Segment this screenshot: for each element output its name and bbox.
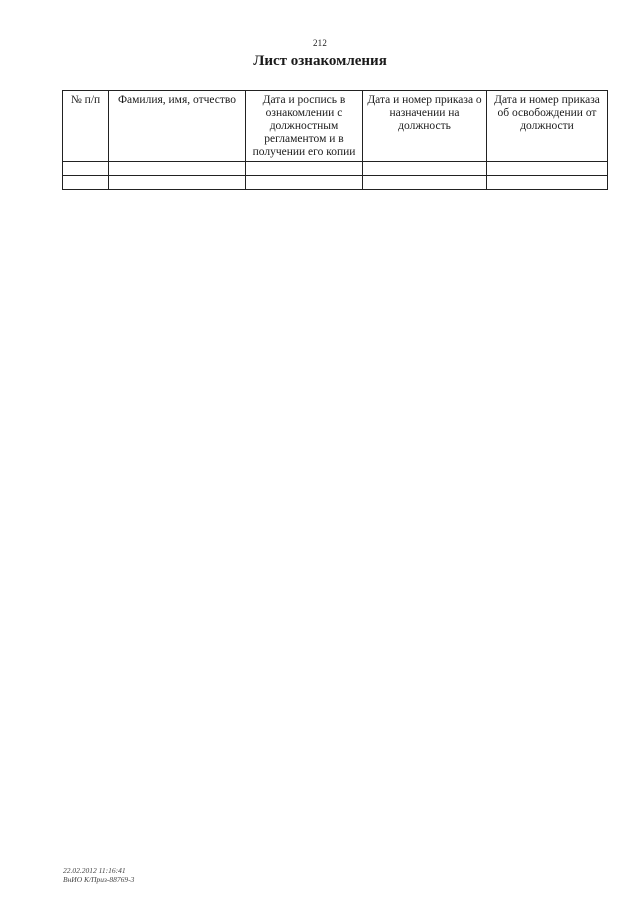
table-cell [487, 176, 608, 190]
table-row [63, 176, 608, 190]
table-cell [363, 176, 487, 190]
table-cell [109, 176, 246, 190]
footer-document-code: ВнИО К/Приз-88769-3 [63, 875, 135, 884]
column-header-number: № п/п [63, 91, 109, 162]
table-cell [109, 162, 246, 176]
table-header-row [63, 91, 608, 162]
table-cell [363, 162, 487, 176]
table-cell [246, 176, 363, 190]
document-title: Лист ознакомления [253, 53, 387, 69]
page-number: 212 [312, 38, 328, 48]
footer-stamp [63, 866, 134, 884]
column-header-dismissal-order: Дата и номер приказа об освобождении от должности [487, 91, 608, 162]
table-cell [63, 162, 109, 176]
table-cell [246, 162, 363, 176]
column-header-full-name: Фамилия, имя, отчество [109, 91, 246, 162]
table-row [63, 162, 608, 176]
column-header-acknowledgement-date-signature: Дата и роспись в ознакомлении с должностным регламентом и в получении его копии [246, 91, 363, 162]
column-header-appointment-order: Дата и номер приказа о назначении на должность [363, 91, 487, 162]
footer-timestamp: 22.02.2012 11:16:41 [63, 866, 126, 875]
table-cell [63, 176, 109, 190]
acknowledgement-table [62, 90, 608, 190]
table-cell [487, 162, 608, 176]
